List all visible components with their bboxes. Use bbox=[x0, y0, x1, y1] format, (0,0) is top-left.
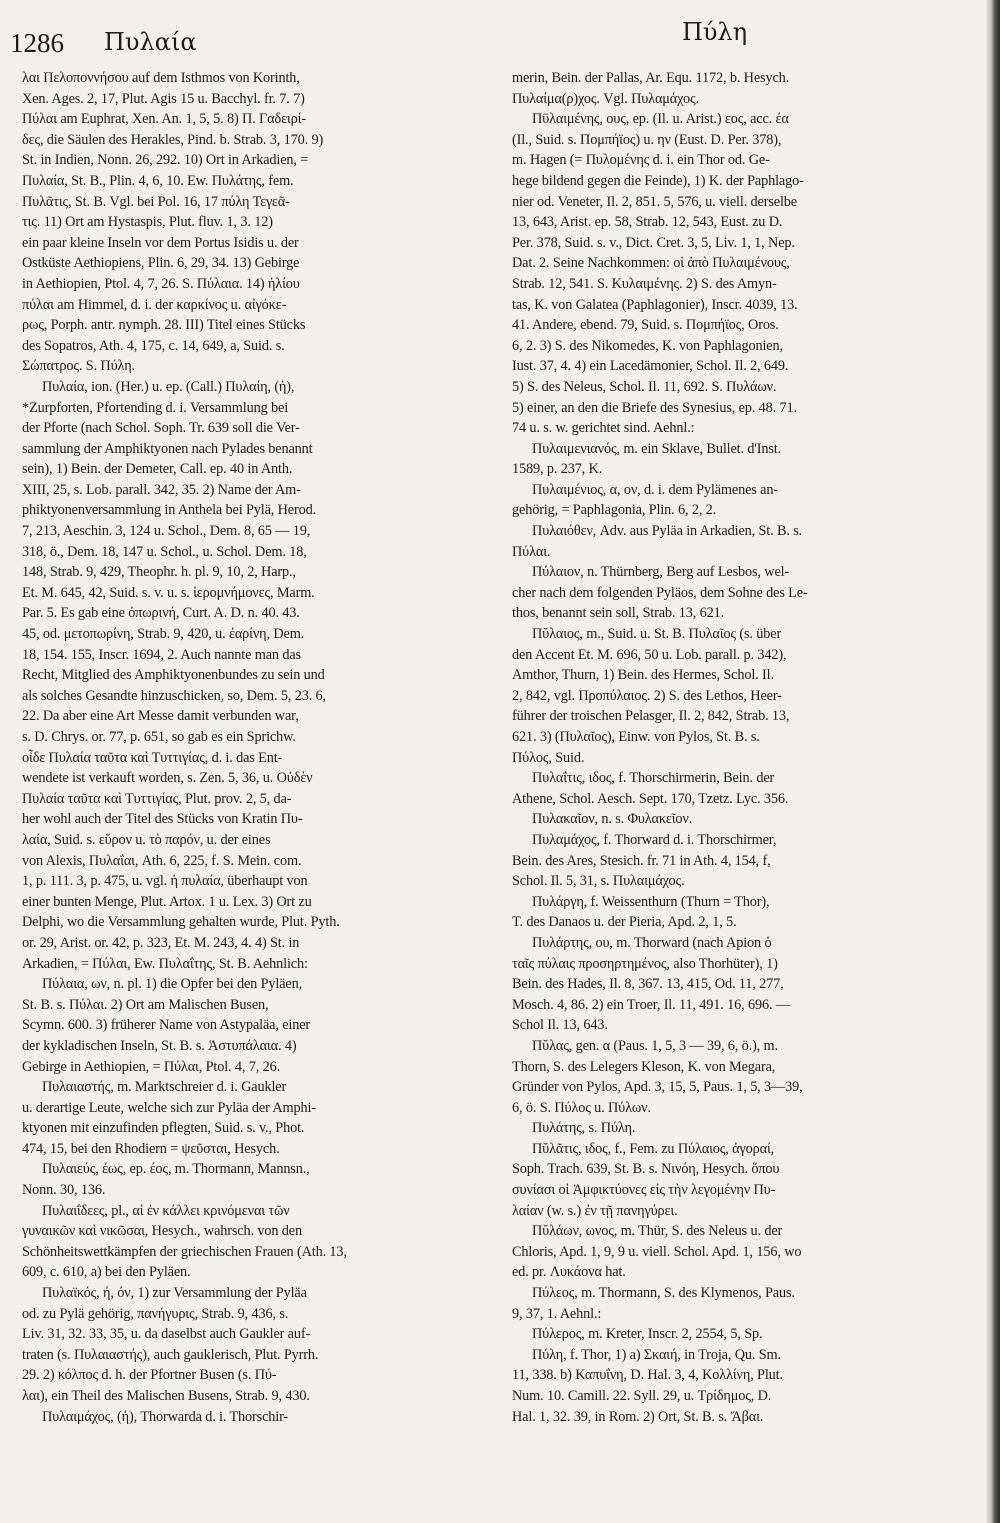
text-line: 318, ö., Dem. 18, 147 u. Schol., u. Schol. Dem. 18, bbox=[22, 543, 307, 560]
text-line: des Sopatros, Ath. 4, 175, c. 14, 649, a, Suid. s. bbox=[22, 337, 285, 354]
text-line: ρως, Porph. antr. nymph. 28. III) Titel eines Stücks bbox=[22, 317, 306, 334]
text-line: gehörig, = Paphlagonia, Plin. 6, 2, 2. bbox=[512, 502, 717, 519]
text-line: 148, Strab. 9, 429, Theophr. h. pl. 9, 10, 2, Harp., bbox=[22, 564, 296, 581]
entry-start-line: Πῠλας, gen. α (Paus. 1, 5, 3 — 39, 6, ö.), m. bbox=[532, 1037, 778, 1054]
text-line: 41. Andere, ebend. 79, Suid. s. Πομπήϊος, Oros. bbox=[512, 317, 779, 334]
entry-start-line: Πύλεος, m. Thormann, S. des Klymenos, Paus. bbox=[532, 1285, 795, 1302]
page-header bbox=[0, 18, 1000, 68]
text-line: XIII, 25, s. Lob. parall. 342, 35. 2) Name der Am- bbox=[22, 481, 301, 498]
text-line: λαίαν (w. s.) ἐν τῇ πανηγύρει. bbox=[512, 1202, 678, 1219]
entry-start-line: Πυλαΐτις, ιδος, f. Thorschirmerin, Bein. der bbox=[532, 770, 775, 787]
text-line: λαία, Suid. s. εὕρον u. τὸ παρόν, u. der eines bbox=[22, 831, 271, 848]
entry-start-line: Πύλερος, m. Kreter, Inscr. 2, 2554, 5, Sp. bbox=[532, 1326, 763, 1343]
text-line: λαι), ein Theil des Malischen Busens, Strab. 9, 430. bbox=[22, 1388, 310, 1404]
text-line: ταῖς πύλαις προσηρτημένος, also Thorhüter), 1) bbox=[512, 955, 778, 972]
text-line: Scymn. 600. 3) früherer Name von Astypaläa, einer bbox=[22, 1017, 311, 1034]
text-line: als solches Gesandte hinzuschicken, so, Dem. 5, 23. 6, bbox=[22, 687, 326, 704]
left-column bbox=[22, 68, 494, 1427]
text-line: merin, Bein. der Pallas, Ar. Equ. 1172, b. Hesych. bbox=[512, 70, 790, 86]
text-line: Σώπατρος. S. Πύλη. bbox=[22, 358, 135, 375]
running-head-left: Πυλαία bbox=[104, 28, 197, 56]
entry-start-line: Πυλαιμένιος, α, ον, d. i. dem Pylämenes an- bbox=[532, 481, 778, 498]
running-head-right: Πύλη bbox=[682, 18, 748, 46]
text-line: den Accent Et. M. 696, 50 u. Lob. parall. p. 342), bbox=[512, 646, 787, 663]
text-line: Chloris, Apd. 1, 9, 9 u. viell. Schol. Apd. 1, 156, wo bbox=[512, 1243, 802, 1260]
entry-start-line: Πυλαιεύς, έως, ep. έος, m. Thormann, Mannsn., bbox=[42, 1161, 310, 1178]
text-line: Πύλος, Suid. bbox=[512, 749, 585, 766]
text-line: traten (s. Πυλαιαστής), auch gauklerisch, Plut. Pyrrh. bbox=[22, 1346, 319, 1363]
entry-start-line: Πυλαιμενιανός, m. ein Sklave, Bullet. d'Inst. bbox=[532, 440, 782, 457]
text-line: 2, 842, vgl. Προπύλαιος. 2) S. des Lethos, Heer- bbox=[512, 687, 782, 704]
text-line: ein paar kleine Inseln vor dem Portus Isidis u. der bbox=[22, 234, 299, 251]
text-line: sein), 1) Bein. der Demeter, Call. ep. 40 in Anth. bbox=[22, 461, 293, 478]
entry-start-line: Πυλαιαστής, m. Marktschreier d. i. Gaukler bbox=[42, 1079, 287, 1096]
text-line: Arkadien, = Πύλαι, Ew. Πυλαΐτης, St. B. Aehnlich: bbox=[22, 955, 308, 972]
text-line: St. B. s. Πύλαι. 2) Ort am Malischen Busen, bbox=[22, 996, 269, 1013]
text-line: Πυλαία ταῦτα καὶ Τυττιγίας, Plut. prov. 2, 5, da- bbox=[22, 790, 292, 807]
text-line: Amthor, Thurn, 1) Bein. des Hermes, Schol. Il. bbox=[512, 667, 774, 684]
entry-start-line: Πυλαιόθεν, Adv. aus Pyläa in Arkadien, St. B. s. bbox=[532, 523, 803, 540]
text-line: Iust. 37, 4. 4) ein Lacedämonier, Schol. Il. 2, 649. bbox=[512, 358, 789, 375]
text-line: s. D. Chrys. or. 77, p. 651, so gab es ein Sprichw. bbox=[22, 729, 296, 745]
text-line: der Pforte (nach Schol. Soph. Tr. 639 soll die Ver- bbox=[22, 420, 300, 437]
text-line: 9, 37, 1. Aehnl.: bbox=[512, 1305, 602, 1322]
entry-start-line: Πύλαια, ων, n. pl. 1) die Opfer bei den Pyläen, bbox=[42, 976, 303, 993]
text-line: (Il., Suid. s. Πομπήϊος) u. ην (Eust. D. Per. 378), bbox=[512, 131, 782, 148]
text-line: u. derartige Leute, welche sich zur Pyläa der Amphi- bbox=[22, 1099, 316, 1116]
text-line: 621. 3) (Πυλαῖος), Einw. von Pylos, St. B. s. bbox=[512, 729, 760, 745]
entry-start-line: Πυλαία, ion. (Her.) u. ep. (Call.) Πυλαίη, (ἡ), bbox=[42, 378, 295, 395]
text-line: Num. 10. Camill. 22. Syll. 29, u. Τρίδημος, D. bbox=[512, 1388, 772, 1404]
text-line: Πύλαι am Euphrat, Xen. An. 1, 5, 5. 8) Π. Γαδειρί- bbox=[22, 111, 306, 128]
entry-start-line: Πῠλάων, ωνος, m. Thür, S. des Neleus u. der bbox=[532, 1223, 783, 1240]
text-line: *Zurpforten, Pfortending d. i. Versammlung bei bbox=[22, 399, 289, 416]
text-line: thos, benannt sein soll, Strab. 13, 621. bbox=[512, 605, 725, 622]
text-line: Hal. 1, 32. 39, in Rom. 2) Ort, St. B. s. Ἄβαι. bbox=[512, 1408, 764, 1425]
text-line: von Alexis, Πυλαΐαι, Ath. 6, 225, f. S. Mein. com. bbox=[22, 852, 302, 869]
text-line: 11, 338. b) Καπυΐνη, D. Hal. 3, 4, Κολλίνη, Plut. bbox=[512, 1367, 783, 1384]
text-line: συνίασι οἱ Ἀμφικτύονες εἰς τὴν λεγομένην Πυ- bbox=[512, 1182, 776, 1199]
text-line: δες, die Säulen des Herakles, Pind. b. Strab. 3, 170. 9) bbox=[22, 131, 324, 148]
text-line: Gebirge in Aethiopien, = Πύλαι, Ptol. 4, 7, 26. bbox=[22, 1058, 281, 1075]
text-line: Nonn. 30, 136. bbox=[22, 1182, 106, 1199]
page-number: 1286 bbox=[10, 28, 64, 58]
entry-start-line: Πῡλαιμένης, ους, ep. (Il. u. Arist.) εος, acc. έα bbox=[532, 111, 789, 128]
text-line: Πύλαι. bbox=[512, 543, 551, 560]
text-line: cher nach dem folgenden Pyläos, dem Sohne des Le- bbox=[512, 584, 808, 601]
text-line: οἶδε Πυλαία ταῦτα καὶ Τυττιγίας, d. i. das Ent- bbox=[22, 749, 283, 766]
text-line: 13, 643, Arist. ep. 58, Strab. 12, 543, Eust. zu D. bbox=[512, 214, 783, 231]
entry-start-line: Πύλη, f. Thor, 1) a) Σκαιή, in Troja, Qu. Sm. bbox=[532, 1346, 781, 1363]
text-line: 7, 213, Aeschin. 3, 124 u. Schol., Dem. 8, 65 — 19, bbox=[22, 523, 311, 540]
text-line: 6, 2. 3) S. des Nikomedes, K. von Paphlagonien, bbox=[512, 337, 783, 354]
text-line: sammlung der Amphiktyonen nach Pylades benannt bbox=[22, 440, 313, 457]
text-line: in Aethiopien, Ptol. 4, 7, 26. S. Πύλαια. 14) ἡλίου bbox=[22, 275, 300, 292]
text-line: T. des Danaos u. der Pieria, Apd. 2, 1, 5. bbox=[512, 914, 737, 931]
text-line: Dat. 2. Seine Nachkommen: οἱ ἀπὸ Πυλαιμένους, bbox=[512, 255, 790, 272]
text-line: 1589, p. 237, K. bbox=[512, 461, 603, 478]
text-line: Thorn, S. des Lelegers Kleson, K. von Megara, bbox=[512, 1058, 776, 1075]
text-line: Πυλαία, St. B., Plin. 4, 6, 10. Ew. Πυλάτης, fem. bbox=[22, 172, 294, 189]
text-line: nier od. Veneter, Il. 2, 851. 5, 576, u. viell. derselbe bbox=[512, 193, 797, 210]
text-line: wendete ist verkauft worden, s. Zen. 5, 36, u. Οὐδὲν bbox=[22, 770, 313, 787]
text-line: Strab. 12, 541. S. Κυλαιμένης. 2) S. des Amyn- bbox=[512, 275, 777, 292]
text-line: 5) S. des Neleus, Schol. Il. 11, 692. S. Πυλάων. bbox=[512, 378, 777, 395]
text-line: her wohl auch der Titel des Stücks von Kratin Πυ- bbox=[22, 811, 303, 828]
text-line: 1, p. 111. 3, p. 475, u. vgl. ἡ πυλαία, überhaupt von bbox=[22, 873, 308, 890]
text-line: od. zu Pylä gehörig, πανήγυρις, Strab. 9, 436, s. bbox=[22, 1305, 289, 1322]
text-line: St. in Indien, Nonn. 26, 292. 10) Ort in Arkadien, = bbox=[22, 152, 309, 169]
text-line: 18, 154. 155, Inscr. 1694, 2. Auch nannte man das bbox=[22, 646, 301, 663]
text-line: 5) einer, an den die Briefe des Synesius, ep. 48. 71. bbox=[512, 399, 797, 416]
text-line: Bein. des Hades, Il. 8, 367. 13, 415, Od. 11, 277, bbox=[512, 976, 784, 993]
text-line: hege bildend gegen die Feinde), 1) K. der Paphlago- bbox=[512, 172, 804, 189]
text-line: Schol Il. 13, 643. bbox=[512, 1017, 608, 1034]
text-line: m. Hagen (= Πυλομένης d. i. ein Thor od. Ge- bbox=[512, 152, 770, 169]
text-line: Soph. Trach. 639, St. B. s. Νινόη, Hesych. ὅπου bbox=[512, 1161, 780, 1178]
text-line: Et. M. 645, 42, Suid. s. v. u. s. ἱερομνήμονες, Marm. bbox=[22, 584, 315, 601]
text-line: 74 u. s. w. gerichtet sind. Aehnl.: bbox=[512, 420, 695, 437]
text-line: der kykladischen Inseln, St. B. s. Ἀστυπάλαια. 4) bbox=[22, 1037, 297, 1054]
text-line: Πυλαίμα(ρ)χος. Vgl. Πυλαμάχος. bbox=[512, 90, 699, 107]
text-line: or. 29, Arist. or. 42, p. 323, Et. M. 243, 4. 4) St. in bbox=[22, 934, 300, 951]
entry-start-line: Πύλαιον, n. Thürnberg, Berg auf Lesbos, wel- bbox=[532, 564, 790, 581]
text-line: Athene, Schol. Aesch. Sept. 170, Tzetz. Lyc. 356. bbox=[512, 790, 789, 807]
text-line: Liv. 31, 32. 33, 35, u. da daselbst auch Gaukler auf- bbox=[22, 1326, 311, 1343]
text-line: ed. pr. Λυκάονα hat. bbox=[512, 1264, 626, 1281]
text-line: Par. 5. Es gab eine ὀπωρινή, Curt. A. D. n. 40. 43. bbox=[22, 605, 300, 622]
text-line: tas, K. von Galatea (Paphlagonier), Inscr. 4039, 13. bbox=[512, 296, 798, 313]
text-line: 22. Da aber eine Art Messe damit verbunden war, bbox=[22, 708, 299, 725]
text-line: ktyonen mit einzufinden pflegten, Suid. s. v., Phot. bbox=[22, 1120, 305, 1137]
entry-start-line: Πυλαϊκός, ή, όν, 1) zur Versammlung der Pyläa bbox=[42, 1285, 307, 1302]
text-line: 609, c. 610, a) bei den Pyläen. bbox=[22, 1264, 191, 1281]
text-line: 45, od. μετοπωρίνη, Strab. 9, 420, u. ἐαρίνη, Dem. bbox=[22, 626, 305, 643]
text-line: 474, 15, bei den Rhodiern = ψεῦσται, Hesych. bbox=[22, 1140, 280, 1157]
text-line: 29. 2) κόλπος d. h. der Pfortner Busen (s. Πύ- bbox=[22, 1367, 277, 1384]
entry-start-line: Πυλακαῖον, n. s. Φυλακεῖον. bbox=[532, 811, 693, 828]
text-line: τις. 11) Ort am Hystaspis, Plut. fluv. 1, 3. 12) bbox=[22, 214, 273, 231]
text-line: Gründer von Pylos, Apd. 3, 15, 5, Paus. 1, 5, 3—39, bbox=[512, 1079, 803, 1096]
text-line: Recht, Mitglied des Amphiktyonenbundes zu sein und bbox=[22, 667, 325, 684]
text-line: 6, ö. S. Πύλος u. Πύλων. bbox=[512, 1099, 651, 1116]
entry-start-line: Πῠλαιος, m., Suid. u. St. B. Πυλαῖος (s. über bbox=[532, 626, 782, 643]
text-line: Schol. Il. 5, 31, s. Πυλαιμάχος. bbox=[512, 873, 685, 890]
text-line: γυναικῶν καὶ νικῶσαι, Hesych., wahrsch. von den bbox=[22, 1223, 302, 1240]
text-line: Schönheitswettkämpfen der griechischen Frauen (Ath. 13, bbox=[22, 1243, 347, 1260]
text-line: Per. 378, Suid. s. v., Dict. Cret. 3, 5, Liv. 1, 1, Nep. bbox=[512, 234, 795, 251]
text-line: Ostküste Aethiopiens, Plin. 6, 29, 34. 13) Gebirge bbox=[22, 255, 300, 272]
right-column bbox=[512, 68, 978, 1427]
text-line: Πυλᾶτις, St. B. Vgl. bei Pol. 16, 17 πύλη Τεγεᾶ- bbox=[22, 193, 290, 210]
text-line: führer der troischen Pelasger, Il. 2, 842, Strab. 13, bbox=[512, 708, 790, 725]
entry-start-line: Πυλαμάχος, f. Thorward d. i. Thorschirmer, bbox=[532, 831, 777, 848]
page-binding-edge bbox=[986, 0, 1000, 1523]
entry-start-line: Πυλάτης, s. Πύλη. bbox=[532, 1120, 636, 1137]
text-line: πύλαι am Himmel, d. i. der καρκίνος u. αἰγόκε- bbox=[22, 296, 287, 313]
text-line: λαι Πελοποννήσου auf dem Isthmos von Korinth, bbox=[22, 70, 300, 86]
entry-start-line: Πυλαιΐδεες, pl., αἱ ἐν κάλλει κρινόμεναι τῶν bbox=[42, 1202, 290, 1219]
text-line: Xen. Ages. 2, 17, Plut. Agis 15 u. Bacchyl. fr. 7. 7) bbox=[22, 90, 305, 107]
text-line: Delphi, wo die Versammlung gehalten wurde, Plut. Pyth. bbox=[22, 914, 340, 931]
text-line: phiktyonenversammlung in Anthela bei Pylä, Herod. bbox=[22, 502, 317, 519]
text-line: einer bunten Menge, Plut. Artox. 1 u. Lex. 3) Ort zu bbox=[22, 893, 312, 910]
entry-start-line: Πυλάργη, f. Weissenthurn (Thurn = Thor), bbox=[532, 893, 770, 910]
entry-start-line: Πυλαιμάχος, (ἡ), Thorwarda d. i. Thorschir- bbox=[42, 1408, 289, 1425]
text-line: Mosch. 4, 86. 2) ein Troer, Il. 11, 491. 16, 696. — bbox=[512, 996, 790, 1013]
text-line: Bein. des Ares, Stesich. fr. 71 in Ath. 4, 154, f, bbox=[512, 852, 771, 869]
entry-start-line: Πυλάρτης, ου, m. Thorward (nach Apion ὁ bbox=[532, 934, 772, 951]
entry-start-line: Πῠλᾶτις, ιδος, f., Fem. zu Πύλαιος, ἀγοραί, bbox=[532, 1140, 775, 1157]
